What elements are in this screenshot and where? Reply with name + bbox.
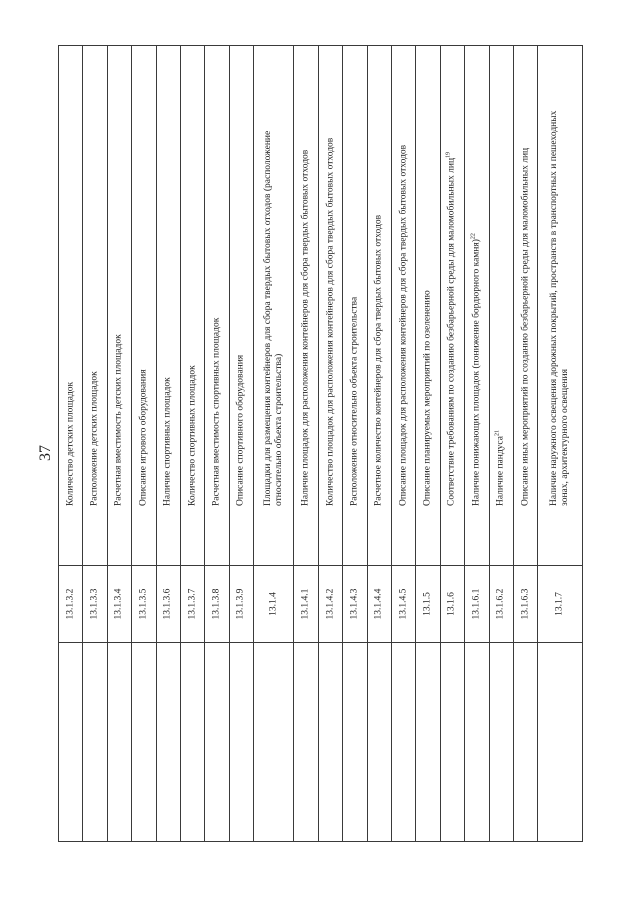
document-table: [58, 45, 583, 842]
empty-row: [59, 643, 583, 842]
empty-cell: [107, 643, 131, 842]
code-cell: [489, 566, 513, 643]
row-code: 13.1.3.4: [113, 588, 124, 620]
description-cell: [132, 46, 156, 566]
empty-cell: [538, 643, 583, 842]
row-code: 13.1.6.2: [495, 588, 506, 620]
description-cell: [318, 46, 342, 566]
row-description: Количество спортивных площадок: [187, 364, 198, 506]
description-cell: [156, 46, 180, 566]
row-code: 13.1.6: [446, 592, 457, 616]
code-cell: [180, 566, 204, 643]
description-cell: [367, 46, 391, 566]
row-code: 13.1.7: [554, 592, 565, 616]
row-code: 13.1.3.6: [162, 588, 173, 620]
description-row: [59, 46, 583, 566]
description-cell: [107, 46, 131, 566]
code-cell: [391, 566, 415, 643]
row-description: Наличие площадок для расположения контейнеров для сбора твердых бытовых отходов: [300, 149, 311, 506]
row-description: Расчетная вместимость детских площадок: [113, 333, 124, 506]
code-cell: [59, 566, 83, 643]
code-cell: [465, 566, 489, 643]
row-code: 13.1.3.2: [65, 588, 76, 620]
code-cell: [107, 566, 131, 643]
row-description: Описание иных мероприятий по созданию безбарьерной среды для маломобильных лиц: [520, 147, 531, 506]
code-cell: [254, 566, 294, 643]
description-cell: [343, 46, 367, 566]
row-code: 13.1.3.5: [138, 588, 149, 620]
footnote-marker: 22: [470, 232, 477, 239]
code-cell: [294, 566, 318, 643]
code-cell: [538, 566, 583, 643]
code-cell: [343, 566, 367, 643]
row-code: 13.1.4.1: [300, 588, 311, 620]
description-cell: [513, 46, 537, 566]
empty-cell: [83, 643, 107, 842]
description-cell: [83, 46, 107, 566]
code-cell: [132, 566, 156, 643]
row-code: 13.1.3.8: [211, 588, 222, 620]
row-code: 13.1.4.3: [349, 588, 360, 620]
description-cell: [416, 46, 440, 566]
row-code: 13.1.4.4: [373, 588, 384, 620]
description-cell: [489, 46, 513, 566]
code-cell: [416, 566, 440, 643]
row-description: Наличие наружного освещения дорожных покрытий, пространств в транспортных и пешеходных зонах, архитектурного освещения: [549, 110, 571, 506]
row-description: Наличие пандуса$^{21}$: [494, 429, 506, 506]
footnote-marker: 21: [494, 429, 501, 436]
code-cell: [229, 566, 253, 643]
empty-cell: [465, 643, 489, 842]
code-cell: [367, 566, 391, 643]
description-cell: [254, 46, 294, 566]
description-cell: [180, 46, 204, 566]
row-description: Количество площадок для расположения контейнеров для сбора твердых бытовых отходов: [325, 137, 335, 506]
empty-cell: [416, 643, 440, 842]
row-code: 13.1.6.1: [471, 588, 482, 620]
row-description: Описание спортивного оборудования: [235, 354, 246, 506]
code-cell: [318, 566, 342, 643]
row-description: Описание планируемых мероприятий по озеленению: [422, 289, 433, 506]
code-cell: [440, 566, 464, 643]
empty-cell: [440, 643, 464, 842]
row-description: Количество детских площадок: [65, 381, 76, 506]
code-row: [59, 566, 583, 643]
description-cell: [391, 46, 415, 566]
row-description: Расчетная вместимость спортивных площадок: [211, 317, 222, 506]
code-cell: [513, 566, 537, 643]
row-code: 13.1.4: [268, 592, 279, 616]
description-cell: [229, 46, 253, 566]
row-code: 13.1.3.9: [235, 588, 246, 620]
empty-cell: [132, 643, 156, 842]
row-code: 13.1.3.7: [187, 588, 198, 620]
row-code: 13.1.5: [422, 592, 433, 616]
row-description: Расчетное количество контейнеров для сбора твердых бытовых отходов: [373, 214, 384, 506]
row-code: 13.1.4.5: [398, 588, 409, 620]
row-code: 13.1.4.2: [325, 588, 335, 620]
empty-cell: [294, 643, 318, 842]
row-description: Описание площадок для расположения контейнеров для сбора твердых бытовых отходов: [398, 144, 409, 506]
empty-cell: [205, 643, 229, 842]
empty-cell: [367, 643, 391, 842]
description-cell: [538, 46, 583, 566]
code-cell: [156, 566, 180, 643]
page-number: 37: [37, 445, 54, 461]
description-cell: [205, 46, 229, 566]
row-code: 13.1.3.3: [89, 588, 100, 620]
row-code: 13.1.6.3: [520, 588, 531, 620]
empty-cell: [513, 643, 537, 842]
empty-cell: [254, 643, 294, 842]
empty-cell: [59, 643, 83, 842]
empty-cell: [318, 643, 342, 842]
empty-cell: [229, 643, 253, 842]
row-description: Расположение детских площадок: [89, 370, 100, 506]
row-description: Наличие понижающих площадок (понижение бордюрного камня)$^{22}$: [470, 232, 482, 506]
row-description: Расположение относительно объекта строительства: [349, 296, 360, 506]
row-description: Наличие спортивных площадок: [162, 376, 173, 506]
description-cell: [440, 46, 464, 566]
empty-cell: [489, 643, 513, 842]
row-description: Соответствие требованиям по созданию безбарьерной среды для маломобильных лиц$^{19}$: [445, 151, 457, 506]
empty-cell: [343, 643, 367, 842]
code-cell: [83, 566, 107, 643]
row-description: Описание игрового оборудования: [138, 368, 149, 506]
footnote-marker: 19: [445, 151, 452, 158]
empty-cell: [391, 643, 415, 842]
description-cell: [465, 46, 489, 566]
empty-cell: [156, 643, 180, 842]
row-description: Площадки для размещения контейнеров для сбора твердых бытовых отходов (расположение относительно объекта строительства): [262, 130, 284, 506]
code-cell: [205, 566, 229, 643]
description-cell: [294, 46, 318, 566]
description-cell: [59, 46, 83, 566]
empty-cell: [180, 643, 204, 842]
